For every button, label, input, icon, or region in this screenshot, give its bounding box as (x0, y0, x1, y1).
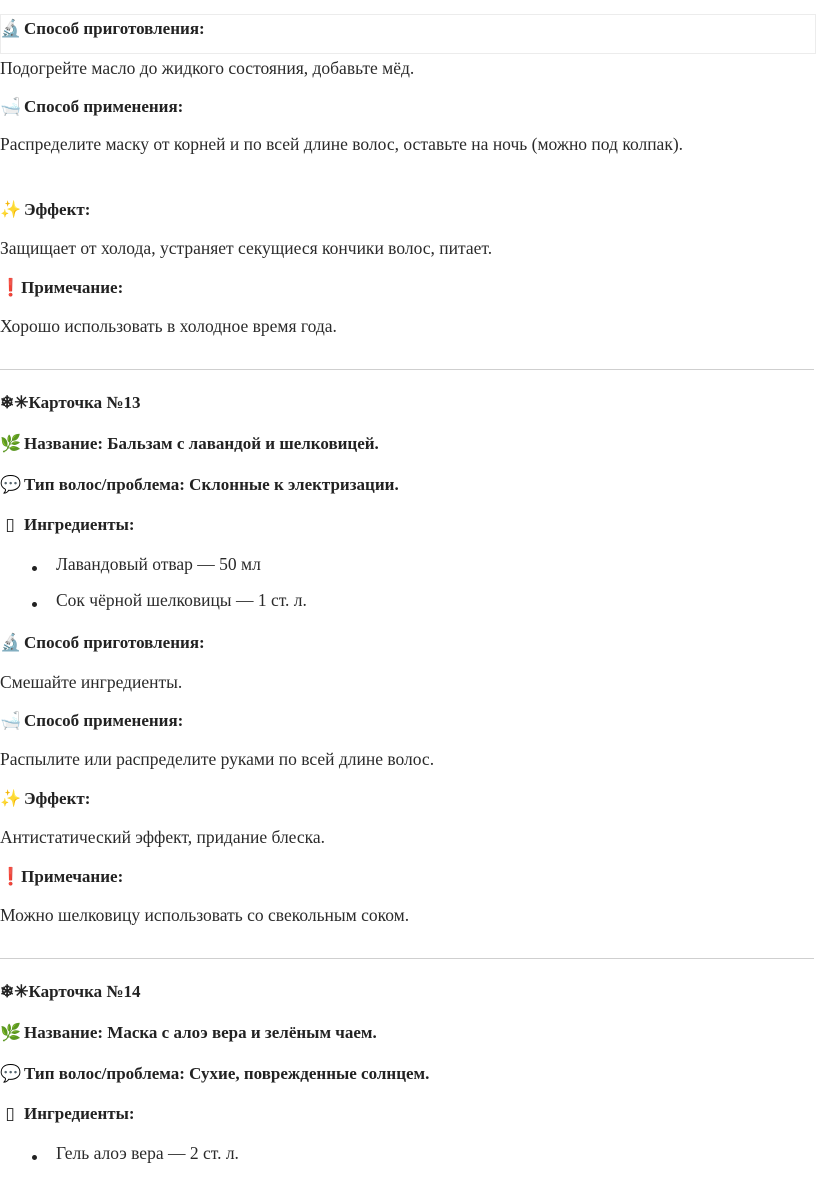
prep-text: Смешайте ингредиенты. (0, 672, 183, 692)
hair-type: 💬 Тип волос/проблема: Склонные к электризации. (0, 470, 399, 500)
exclamation-icon: ❗ (0, 867, 22, 886)
list-bullet (32, 602, 37, 607)
sparkles-icon: ✨ (0, 200, 22, 219)
list-item: Сок чёрной шелковицы — 1 ст. л. (56, 590, 307, 610)
microscope-icon: 🔬 (0, 633, 22, 652)
note-heading: ❗Примечание: (0, 278, 124, 297)
snowflake-icon: ❄✳ (0, 982, 29, 1001)
use-text: Распылите или распределите руками по всей длине волос. (0, 749, 435, 769)
list-item: Гель алоэ вера — 2 ст. л. (56, 1143, 239, 1163)
exclamation-icon: ❗ (0, 278, 22, 297)
note-heading: ❗Примечание: (0, 867, 124, 886)
herb-icon: 🌿 (0, 1023, 22, 1042)
divider (0, 958, 814, 959)
note-text: Хорошо использовать в холодное время года. (0, 316, 337, 336)
list-bullet (32, 1155, 37, 1160)
bathtub-icon: 🛁 (0, 97, 22, 116)
list-item: Лавандовый отвар — 50 мл (56, 554, 261, 574)
microscope-icon: 🔬 (0, 19, 22, 38)
hair-type: 💬 Тип волос/проблема: Сухие, поврежденные солнцем. (0, 1059, 429, 1089)
snowflake-icon: ❄✳ (0, 393, 29, 412)
recipe-name: 🌿 Название: Маска с алоэ вера и зелёным чаем. (0, 1018, 377, 1048)
prep-heading: 🔬 Способ приготовления: (0, 14, 205, 44)
card-title: ❄✳Карточка №14 (0, 982, 141, 1001)
speech-balloon-icon: 💬 (0, 1064, 22, 1083)
ingredients-heading: ▯ Ингредиенты: (0, 510, 135, 540)
prep-text: Подогрейте масло до жидкого состояния, добавьте мёд. (0, 58, 415, 78)
missing-glyph-icon: ▯ (5, 1104, 15, 1123)
effect-text: Защищает от холода, устраняет секущиеся кончики волос, питает. (0, 238, 493, 258)
missing-glyph-icon: ▯ (5, 515, 15, 534)
list-bullet (32, 566, 37, 571)
speech-balloon-icon: 💬 (0, 475, 22, 494)
effect-heading: ✨ Эффект: (0, 784, 90, 814)
recipe-name: 🌿 Название: Бальзам с лавандой и шелковицей. (0, 429, 379, 459)
sparkles-icon: ✨ (0, 789, 22, 808)
ingredients-heading: ▯ Ингредиенты: (0, 1099, 135, 1129)
use-heading: 🛁 Способ применения: (0, 706, 183, 736)
use-text: Распределите маску от корней и по всей длине волос, оставьте на ночь (можно под колпак). (0, 134, 684, 154)
divider (0, 369, 814, 370)
card-title: ❄✳Карточка №13 (0, 393, 141, 412)
effect-text: Антистатический эффект, придание блеска. (0, 827, 326, 847)
note-text: Можно шелковицу использовать со свекольным соком. (0, 905, 410, 925)
prep-heading: 🔬 Способ приготовления: (0, 628, 205, 658)
bathtub-icon: 🛁 (0, 711, 22, 730)
herb-icon: 🌿 (0, 434, 22, 453)
effect-heading: ✨ Эффект: (0, 195, 90, 225)
use-heading: 🛁 Способ применения: (0, 92, 183, 122)
